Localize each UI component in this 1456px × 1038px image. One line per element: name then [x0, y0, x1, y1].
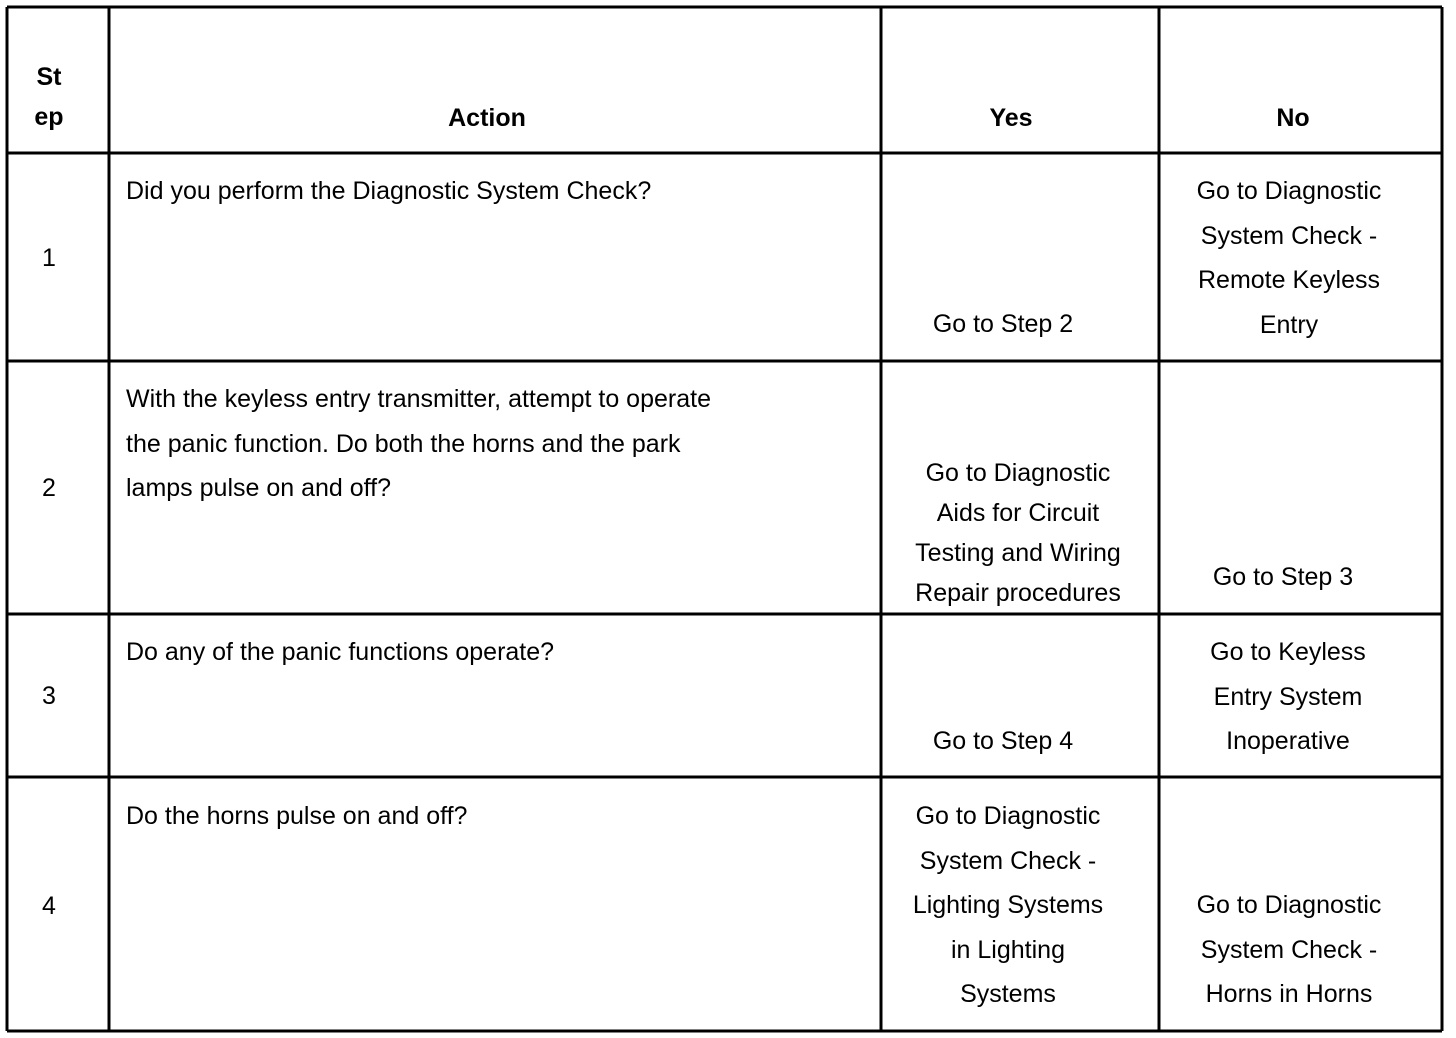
row-1-action: Did you perform the Diagnostic System Check? — [126, 177, 652, 205]
row-2-yes: Go to Diagnostic Aids for Circuit Testing and Wiring Repair procedures — [915, 459, 1121, 607]
row-1-step: 1 — [42, 244, 56, 272]
header-no: No — [1276, 104, 1310, 132]
row-4-action: Do the horns pulse on and off? — [126, 802, 468, 830]
row-3-action: Do any of the panic functions operate? — [126, 638, 555, 666]
row-3-no: Go to Keyless Entry System Inoperative — [1210, 638, 1366, 756]
row-2-step: 2 — [42, 474, 56, 502]
row-2-action: With the keyless entry transmitter, attempt to operate the panic function. Do both the horns and the park lamps pulse on and off? — [126, 385, 711, 503]
header-action: Action — [448, 104, 526, 132]
row-4-no: Go to Diagnostic System Check - Horns in Horns — [1196, 891, 1382, 1009]
row-4-yes: Go to Diagnostic System Check - Lighting Systems in Lighting Systems — [912, 802, 1104, 1009]
row-3-step: 3 — [42, 682, 56, 710]
header-step: St ep — [34, 63, 64, 131]
row-2-no: Go to Step 3 — [1212, 563, 1354, 591]
row-1-no: Go to Diagnostic System Check - Remote Keyless Entry — [1196, 177, 1382, 339]
row-1-yes: Go to Step 2 — [932, 310, 1074, 338]
header-yes: Yes — [989, 104, 1033, 132]
row-4-step: 4 — [42, 892, 56, 920]
row-3-yes: Go to Step 4 — [932, 727, 1074, 755]
